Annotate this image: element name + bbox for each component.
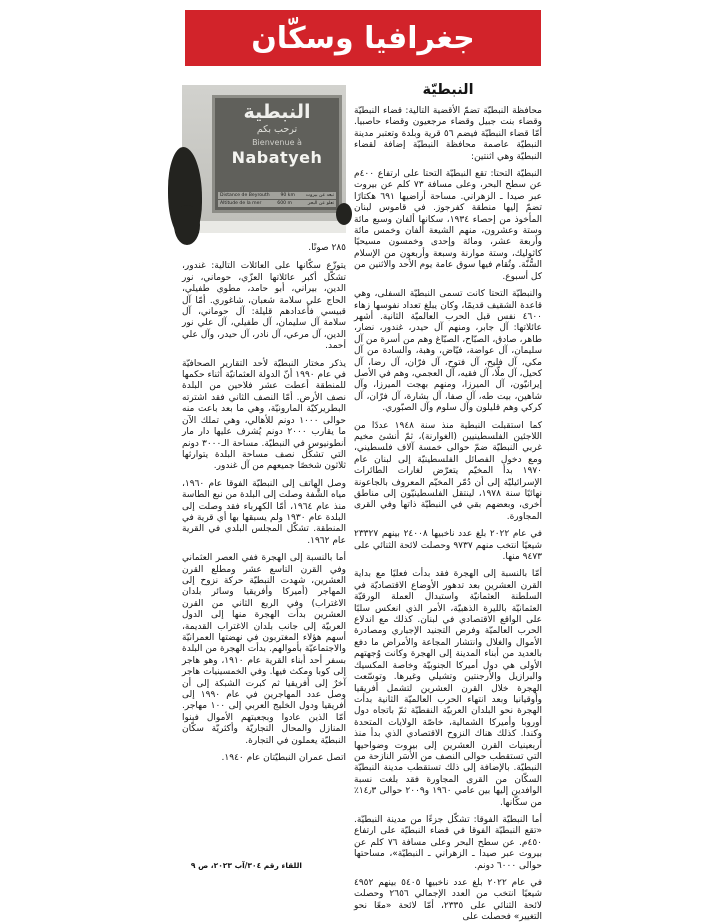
- section-banner-title: جغرافيا وسكّان: [251, 20, 475, 56]
- sign-welcome-arabic: ترحب بكم: [256, 124, 298, 135]
- article-title: النبطيّة: [422, 82, 474, 98]
- nabatieh-road-sign-photo: [182, 85, 346, 233]
- distance-label-fr: Distance de Beyrouth: [220, 193, 270, 198]
- sign-altitude-row: [218, 200, 336, 207]
- sign-distance-row: [218, 192, 336, 199]
- altitude-value: 600 m: [277, 201, 292, 206]
- sign-town-name-arabic: النبطية: [243, 101, 311, 123]
- paragraph: يذكر مختار النبطيّة لأحد التقارير الصحافيّة في عام ١٩٩٠ أنّ الدولة العثمانيّة أثناء حكمها للمنطقة أعطت عشر فلاحين من البلدة نصف الأرض. أمّا النصف الثاني فقد اشترته البطريركيّة المارونيّة، وهي ما بعد باعت منه حوالى ١٠٠٠ دونم للأهالي، وهي تملك الآن ما يقارب ٢٠٠٠ دونم يُشرف عليها دار مار أنطونيوس في النبطيّة. مساحة الـ٣٠٠٠ دونم التي تشكّل نصف مساحة البلدة يتوارثها ثلاثون شخصًا جميعهم من آل غندور.: [182, 358, 347, 472]
- paragraph: وصل الهاتف إلى النبطيّة الفوقا عام ١٩٦٠، مياه الشَّفة وصلت إلى البلدة من نبع الطاسة منذ عام ١٩٦٤، أمّا الكهرباء فقد وصلت إلى البلدة عام ١٩٣٠ ولم يسبقها بها أي قرية في المنطقة. تشكّل المجلس البلدي في القرية عام ١٩٦٢.: [181, 478, 346, 546]
- altitude-label-fr: Altitude de la mer: [220, 201, 262, 206]
- bush-silhouette: [336, 203, 352, 225]
- road-surface: [182, 221, 346, 233]
- paragraph: أما النبطيّة الفوقا: تشكّل جزءًا من مدينة النبطيّة. «تقع النبطيّة الفوقا في قضاء النبطيّة على ارتفاع ٤٥٠م. عن سطح البحر وعلى مسافة ٧٦ كلم عن بيروت عبر صيدا ـ الزهراني ـ النبطيّة»، مساحتها حوالى ٦٠٠٠ دونم.: [354, 814, 543, 871]
- sign-info-rows: [218, 191, 336, 207]
- paragraph: يتوزّع سكّانها على العائلات التالية: غندور، تشكّل أكبر عائلاتها العزّي، حوماني، نور الدين، بيراني، أبو حامد، مطوي طفيلي، الحاج علي سلامة شعبان، شاغوري. أمّا آل قبيسي فأعدادهم قليلة: آل حوماني، آل سلامة آل سليمان، آل طفيلي، آل علي نور الدين، آل مرعي، آل نادر، آل حيدر، وآل علي أحمد.: [182, 261, 346, 352]
- paragraph: أمّا بالنسبة إلى الهجرة فقد بدأت فعليًا مع بداية القرن العشرين بعد تدهور الأوضاع الاقتصاديّة في السلطنة العثمانيّة واستبدال العملة الورقيّة العثمانيّة بالليرة الذهبيّة، الأمر الذي انعكس سلبًا على الواقع الاقتصادي في لبنان. كذلك مع اندلاع الحرب العالميّة وفرض التجنيد الإجباري ومصادرة الأموال والغلال وانتشار المجاعة والأمراض ما دفع بالعديد من أبناء المدينة إلى الهجرة وكانت وُجهتهم الأولى هي دول أميركا الجنوبيّة وخاصة المكسيك والبرازيل والأرجنتين وتشيلي وغيرها. وتوسّعت الهجرة خلال القرن العشرين لتشمل أفريقيا وأوقيانيا وبعد انتهاء الحرب العالميّة الثانية بدأت الهجرة نحو البلدان العربيّة النفطيّة ثمّ باتجاه دول أوروبا وأميركا الشمالية، خاصّة الولايات المتحدة وكندا. كذلك هناك النزوح الاقتصادي الذي بدأ منذ أربعينيات القرن العشرين إلى بيروت وضواحيها التي تستقطب حوالى النصف من الأُسَر النازحة من النبطيّة. بالإضافة إلى ذلك تستقطب مدينة النبطيّة السكّان من القرى المجاورة فقد بلغت نسبة الوافدين إليها بين عامي ١٩٦٠ و٢٠٠٩ حوالى ١٤٫٣٪ من سكّانها.: [354, 569, 542, 808]
- continuation-line: ٢٨٥ صوتًا.: [308, 243, 346, 253]
- distance-value: 90 km: [280, 193, 295, 198]
- sign-welcome-french: Bienvenue à: [252, 138, 302, 147]
- tree-silhouette: [174, 205, 200, 245]
- paragraph: النبطيّة التحتا: تقع النبطيّة التحتا على ارتفاع ٤٠٠م عن سطح البحر، وعلى مسافة ٧٣ كلم عن بيروت عبر صيدا ـ الزهراني. مساحة أراضيها ٦٩١ هكتارًا تضمّ إليها منطقة كفرجوز. في قاموس لبنان المأخوذ من إحصاء ١٩٣٤، سكانها ألفان وسبع مائة وستة وعشرون، منهم الشيعة ألفان وخمس مائة وأربعة عشر، ومائة وإحدى وخمسون مسيحيًا كاثوليك، وستة موارنة وسبعة وأربعون من الإسلام السُّنّة. وتُقام فيها سوق عامة يوم الأحد والاثنين من كل أسبوع.: [354, 169, 542, 282]
- article-column-left: [182, 85, 346, 855]
- page-footer-source: اللقاء رقم ٣٠٤/آب ٢٠٢٣، ص ٩: [190, 861, 302, 870]
- article-column-right: [354, 82, 543, 923]
- paragraph: اتصل عمران النبطيّتان عام ١٩٤٠.: [221, 753, 346, 764]
- paragraph: في عام ٢٠٢٢ بلغ عدد ناخبيها ٢٤٠٠٨ بينهم ٢٣٣٢٧ شيعيًا انتخب منهم ٩٧٣٧ وحصلت لائحة الثنائي على ٩٤٧٣ منها.: [354, 529, 542, 563]
- distance-label-ar: تبعد عن بيروت: [305, 193, 334, 198]
- paragraph: أما بالنسبة إلى الهجرة ففي العصر العثماني وفي القرن التاسع عشر ومطلع القرن العشرين، شهدت النبطيّة حركة نزوح إلى المهاجر (أميركا وأفريقيا وسائر بلدان الاغتراب) وفي الربع الثاني من القرن العشرين بدأت الهجرة منها إلى الدول العربيّة إلى جانب بلدان الاغتراب القديمة، أسهم هؤلاء المغتربون في نهضتها العمرانيّة والاجتماعيّة بأموالهم. بدأت الهجرة من البلدة بسفر أحد أبناء القرية عام ١٩١٠، وهو هاجر إلى كوبا ومكث فيها. وفي الخمسينيات هاجر آخرٌ إلى أفريقيا ثم كبرت الشبكة إلى أن وصل عدد المهاجرين في عام ١٩٩٠ إلى أفريقيا ودول الخليج العربي إلى ١٠٠ مهاجر. أمّا الذين عادوا وبجعبتهم الأموال فبنوا المنازل والمحال التجاريّة وأكثريّة سكّان النبطيّة يعملون في التجارة.: [182, 553, 347, 746]
- section-banner: [185, 10, 541, 66]
- sign-town-name-latin: Nabatyeh: [231, 148, 323, 167]
- paragraph: والنبطيّة التحتا كانت تسمى النبطيّة السفلى، وهي قاعدة الشقيف قديمًا، وكان يبلغ تعداد نفوسها زهاء ٤٦٠٠ نفس قبل الحرب العالميّة الثانية. أشهر عائلاتها: آل جابر، ومنهم آل حيدر، غندور، نضار، طاهر، صادق، الصبّاح، الصبّاغ وهم من أسرة من آل سليمان، آل عواضة، فيّاض، وهبة، والسادة من آل مكي، آل فليح، آل فتوح، آل فرّان، آل رضا، آل كحيل، آل ملّا، آل فقيه، آل العجمي، وهم في الأصل إيرانيّون، آل الميرزا، ومنهم بهجت الميرزا، وآل شاهين، بيت طه، آل صفا، آل بشارة، آل فرّان، آل كركي وهم قليلون وآل سلوم وآل الصبّوري.: [354, 289, 542, 414]
- altitude-label-ar: تعلو عن البحر: [307, 201, 334, 206]
- welcome-sign: [212, 95, 342, 213]
- paragraph: في عام ٢٠٢٢ بلغ عدد ناخبيها ٥٤٠٥ بينهم ٤٩٥٢ شيعيًا انتخب من العدد الإجمالي ٢٦٥٦ وحصلت لائحة الثنائي على ٢٣٣٥، أمّا لائحة «معًا نحو التغيير» فحصلت على: [354, 878, 542, 923]
- paragraph: محافظة النبطيّة تضمّ الأقضية التالية: قضاء النبطيّة وقضاء بنت جبيل وقضاء مرجعيون وقضاء حاصبيا. أمّا قضاء النبطيّة فيضم ٥٦ قرية وبلدة وتعتبر مدينة النبطيّة عاصمة محافظة النبطيّة إضافة لقضاء النبطيّة وهي اثنتين:: [354, 106, 543, 162]
- paragraph: كما استقبلت النبطية منذ سنة ١٩٤٨ عددًا من اللاجئين الفلسطينيين (الغوارنة)، ثمّ أنشئ مخيم غربي النبطيّة ضمّ حوالى خمسة آلاف فلسطيني، ومع دخول الفصائل الفلسطينيّة إلى لبنان عام ١٩٧٠ بدأ المخيّم يتعرّض لغارات الطائرات الإسرائيليّة إلى أن دُمّر المخيّم المعروف بالجاعونة نهائيًا سنة ١٩٧٨، لينتقل الفلسطينيّون إلى مناطق أخرى، وبعضهم بقي في النبطيّة ذاتها وفي القرى المجاورة.: [354, 420, 542, 522]
